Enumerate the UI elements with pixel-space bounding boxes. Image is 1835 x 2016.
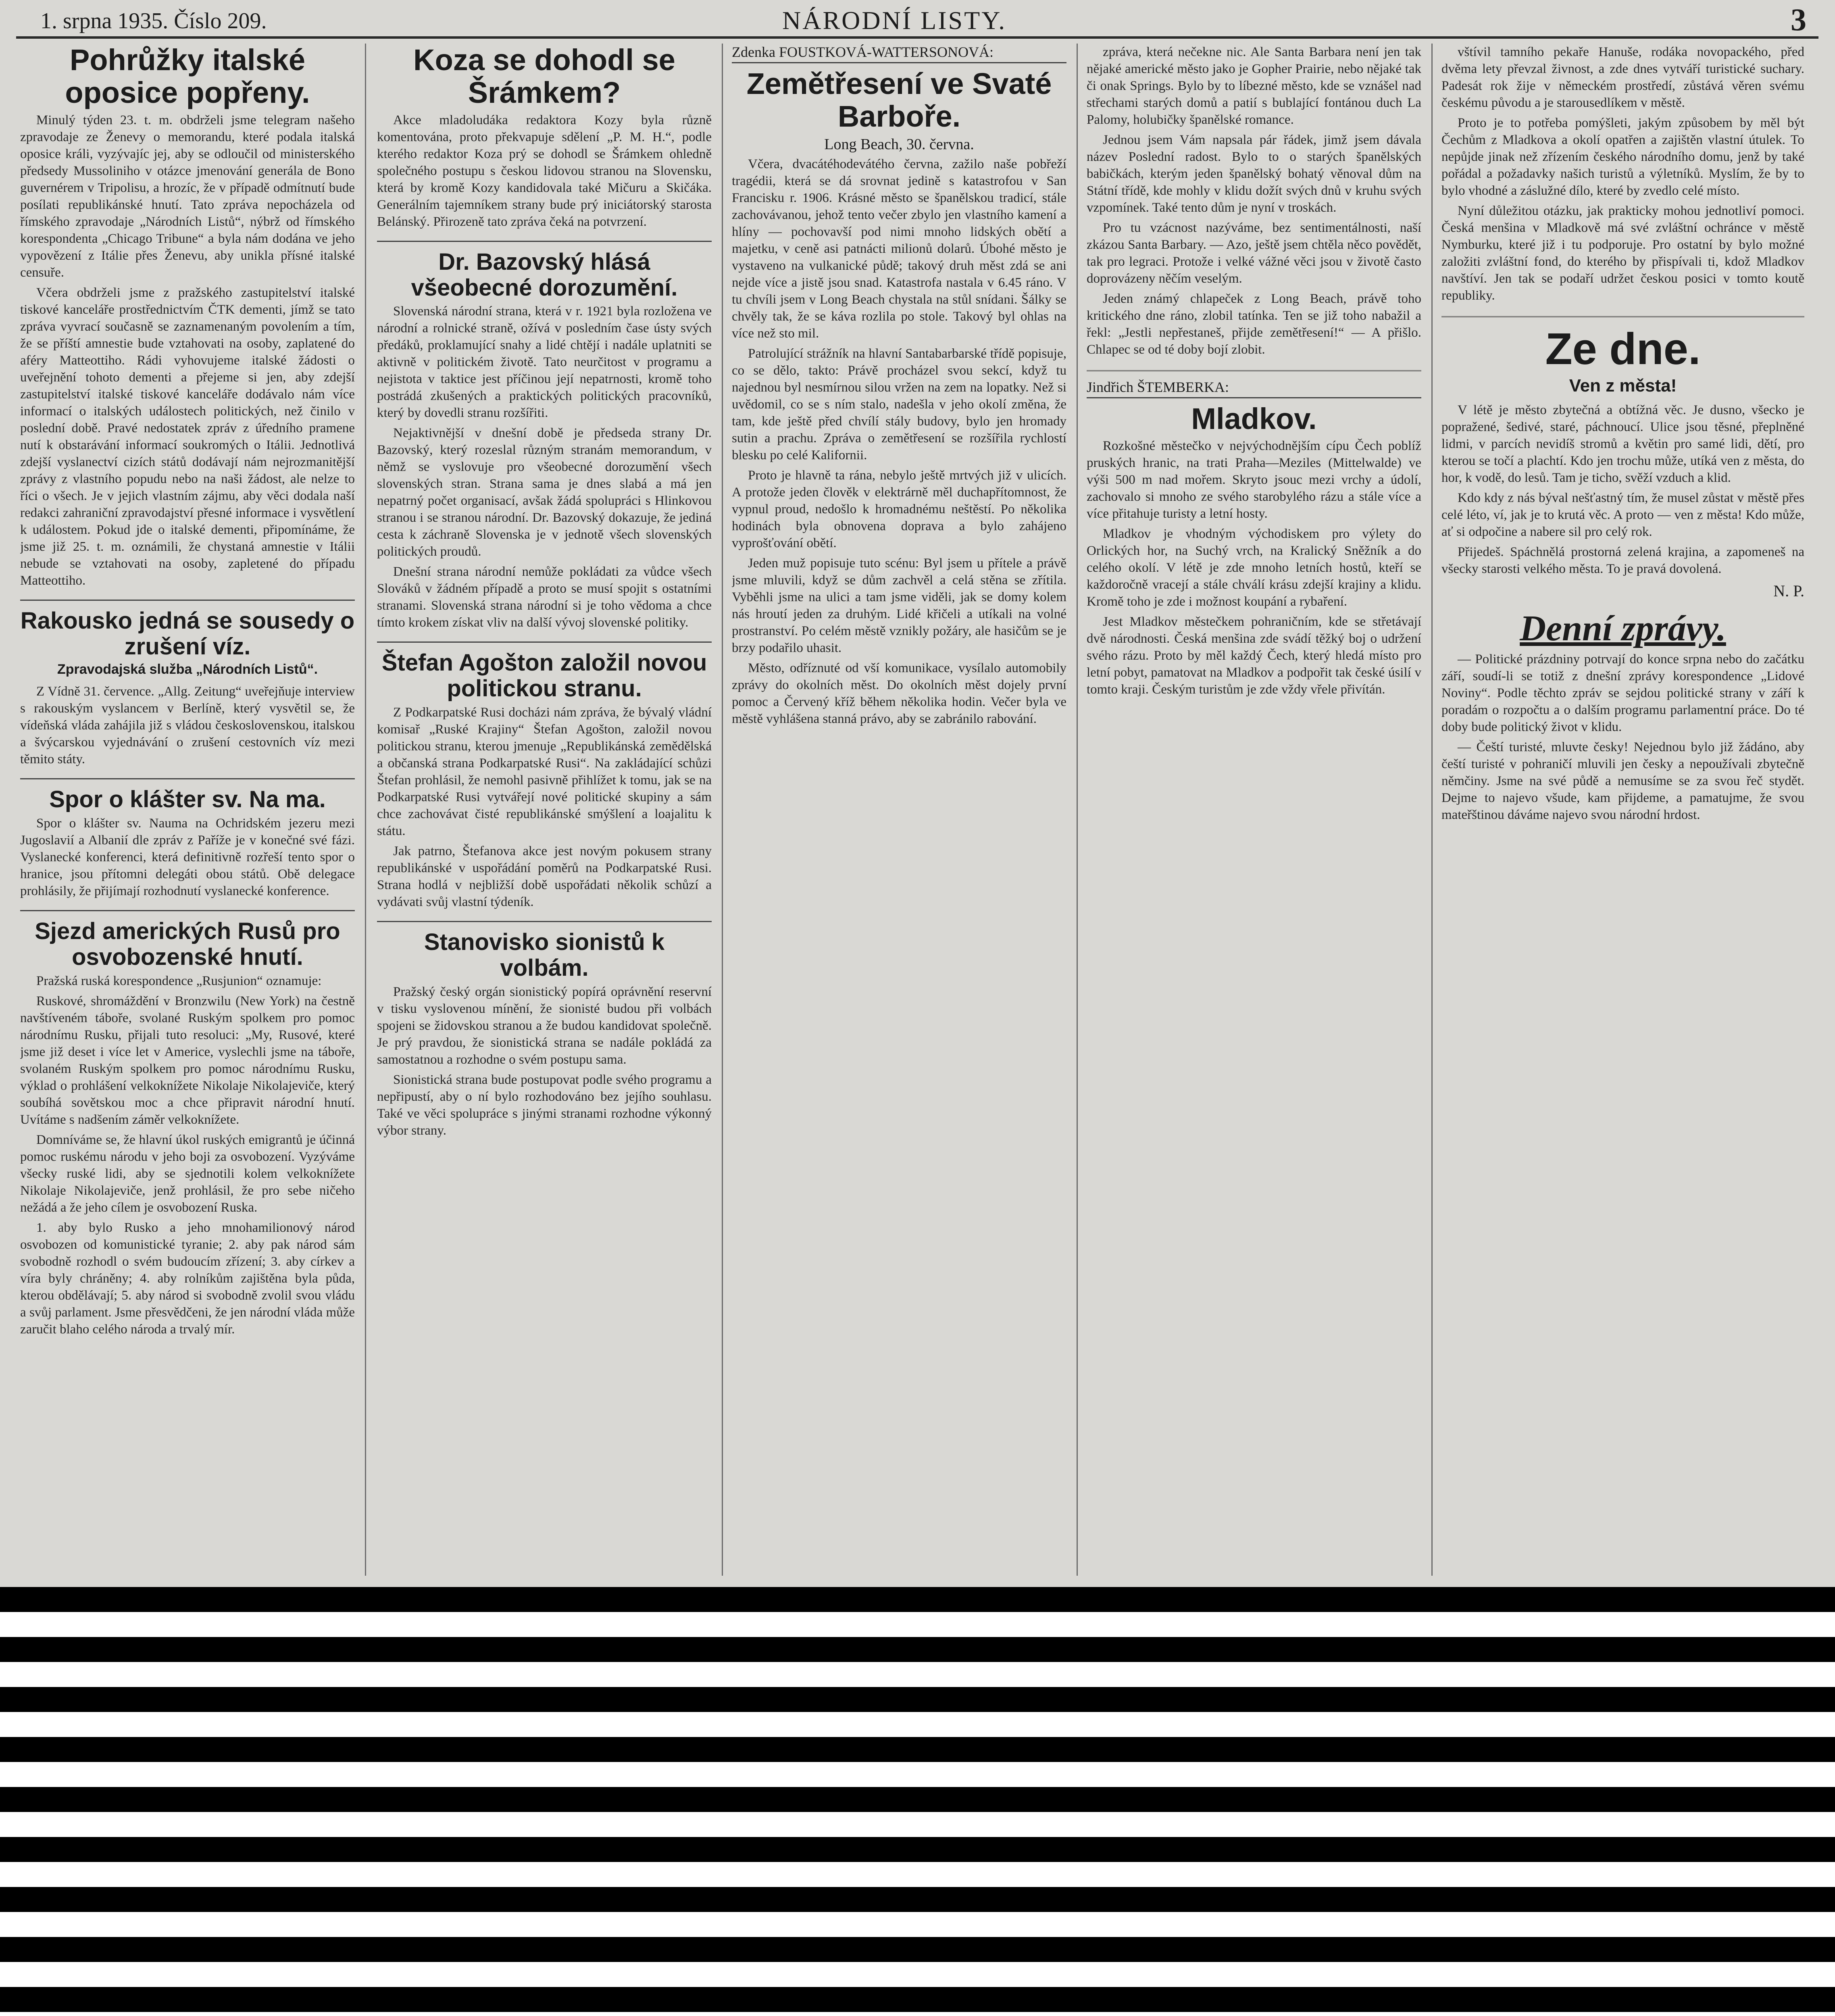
column-5 <box>1441 44 1804 1576</box>
article-paragraph: V létě je město zbytečná a obtížná věc. Je dusno, všecko je popražené, šedivé, staré, páchnoucí. Ulice jsou těsné, přeplněné lidmi, v parcích nevidíš stromů a květin pro samé lidi, dětí, pro kterou se točí a plachtí. Kdo jen trochu může, utíká ven z města, do hor, k vodě, do lesů. Tam je ticho, svěží vzduch a klid. <box>1441 403 1804 485</box>
headline-mladkov: Mladkov. <box>1191 402 1317 435</box>
article-paragraph: Dnešní strana národní nemůže pokládati za vůdce všech Slováků v žádném případě a proto se musí spojit s ostatními stranami. Slovenská strana národní si je toho vědoma a chce tímto krokem získat vliv na další vývoj slovenské politiky. <box>377 564 712 630</box>
author-initials: N. P. <box>1773 582 1804 600</box>
headline-austria-visas: Rakousko jedná se sousedy o zrušení víz. <box>20 607 355 660</box>
column-rule <box>1431 44 1433 1576</box>
article-paragraph: Mladkov je vhodným východiskem pro výlety do Orlických hor, na Suchý vrch, na Kralický Sněžník a do celého okolí. V létě je zde mnoho letních hostů, kteří se každoročně vracejí a stále chválí krásu zdejší krajiny a klidu. Kromě toho je zde i možnost koupání a rybaření. <box>1087 527 1421 609</box>
article-divider <box>1441 316 1804 317</box>
article-paragraph: Proto je to potřeba pomýšleti, jakým způsobem by měl být Čechům z Mladkova a okolí opatřen a zajištěn vlastní útulek. To nepůjde jinak než zřízením českého národního domu, jenž by také pořádal a požadavky našich turistů a výletníků. Myslím, že by to bylo vhodné a záslužné dílo, které by zvedlo celé místo. <box>1441 116 1804 198</box>
article-divider <box>20 778 355 779</box>
dateline: Long Beach, 30. června. <box>824 135 974 153</box>
article-paragraph: Včera obdrželi jsme z pražského zastupitelství italské tiskové kanceláře prostřednictvím ČTK dementi, jímž se tato zpráva vyvrací současně se zaznamenaným povolením a tím, že se příští amnestie bude vztahovati na osoby, zaplatené do aféry Matteottiho. Rádi vyhovujeme italské žádosti o uveřejnění tohoto dementi a přejeme si jen, aby zdejší zastupitelství italské tiskové kanceláře dodávalo nám více informací o italských událostech politických, než činilo v poslední době. Pravé nedostatek zpráv z úředního pramene nutí k obstarávání informací soukromých o Itálii. Jednotlivá zdejší vyslanectví cizích států dodávají nám nejrozmanitější zprávy z vlastního popudu nebo na naši žádost, ale nelze to říci o všech. Je v jejich vlastním zájmu, aby věci dodala naší redakci zahraniční zpravodajství přesné informace i vysvětlení k událostem. Pokud jde o italské dementi, připomínáme, že jsme již 25. t. m. oznámili, že chystaná amnestie v Itálii nebude se vztahovati na osoby, zapletené do případu Matteottiho. <box>20 285 355 588</box>
headline-monastery-dispute: Spor o klášter sv. Na ma. <box>49 786 326 813</box>
column-3 <box>732 44 1066 1576</box>
article-paragraph: Ruskové, shromáždění v Bronzwilu (New York) na čestně navštíveném táboře, svolané Ruským spolkem pro pomoc národnímu Rusku, přijali tuto resoluci: „My, Rusové, které jsme již deset i více let v Americe, vyslechli jsme na táboře, svolaném Ruským spolkem pro pomoc národnímu Rusku, výklad o prohlášení velkoknížete Nikolaje Nikolajeviče, který soubíhá sovětskou moc a chce připravit národní hnutí. Uvítáme s nadšením záměr velkoknížete. <box>20 993 355 1127</box>
masthead <box>16 0 1818 39</box>
article-paragraph: Minulý týden 23. t. m. obdrželi jsme telegram našeho zpravodaje ze Ženevy o memorandu, které podala italská oposice králi, vyzývajíc jej, aby se odloučil od ministerského předsedy Mussoliniho v otázce jmenování generála de Bono guvernérem v Tripolisu, a hrozíc, že v případě odmítnutí bude posílati republikánské hnutí. Tato zpráva nepocházela od římského zpravodaje „Národních Listů“, nýbrž od římského korespondenta „Chicago Tribune“ a byla nám dodána ve jeho vypovězení z Itálie přes Ženevu, aby unikla přísné italské censuře. <box>20 112 355 280</box>
striped-band <box>0 1587 1835 2016</box>
article-paragraph: Z Podkarpatské Rusi docházi nám zpráva, že bývalý vládní komisař „Ruské Krajiny“ Štefan Agošton, založil novou politickou stranu, kterou jmenuje „Republikánská zemědělská a občanská strana Podkarpatské Rusi“. Na zakládající schůzi Štefan prohlásil, že nemohl pasivně přihlížet k tomu, jak se na Podkarpatské Rusi vytvářejí nové politické skupiny a sám chce zachovávat čisté republikánské smýšlení a loajalitu k státu. <box>377 705 712 838</box>
column-rule <box>722 44 723 1576</box>
article-paragraph: Přijedeš. Spáchnělá prostorná zelená krajina, a zapomeneš na všecky starosti velkého města. To je pravá dovolená. <box>1441 545 1804 576</box>
article-paragraph: Patrolující strážník na hlavní Santabarbarské třídě popisuje, co se dělo, takto: Právě procházel svou sekcí, když tu najednou byl nesmírnou silou vržen na zem na lopatky. Než si uvědomil, co se s ním stalo, nadešla v jeho okolí změna, že tam, kde ještě před chvílí stály budovy, bylo jen hromady sutin a prachu. Zpráva o zemětřesení se rozšířila rychlostí blesku po celé Kalifornii. <box>732 346 1066 462</box>
article-paragraph: zpráva, která nečekne nic. Ale Santa Barbara není jen tak nějaké americké město jako je Gopher Prairie, nebo nějaké tak či onak Springs. Bylo by to líbezné město, kde se vznášel nad střechami starých domů a patií s bublající fontánou duch La Palomy, holubičky španělské romance. <box>1087 45 1421 127</box>
article-paragraph: Pro tu vzácnost nazýváme, bez sentimentálnosti, naší zkázou Santa Barbary. — Azo, ještě jsem chtěla něco povědět, tak pro legraci. Protože i velké vážné věci jsou v životě často doprovázeny něčím veselým. <box>1087 221 1421 286</box>
column-rule <box>1077 44 1078 1576</box>
article-paragraph: Jeden známý chlapeček z Long Beach, právě toho kritického dne ráno, zlobil tatínka. Ten se již toho nabažil a řekl: „Jestli nepřestaneš, přijde zemětřesení!“ — A přišlo. Chlapec se od té doby bojí zlobit. <box>1087 292 1421 357</box>
headline-american-russians: Sjezd amerických Rusů pro osvobozenské hnutí. <box>35 918 340 970</box>
article-paragraph: 1. aby bylo Rusko a jeho mnohamilionový národ osvobozen od komunistické tyranie; 2. aby pak národ sám svobodně rozhodl o svém budoucím zřízení; 3. aby církev a víra byly chráněny; 4. aby rolníkům zajištěna byla půda, kterou obdělávají; 5. aby národ si svobodně zvolil svou vládu a svůj parlament. Jsme přesvědčeni, že jen národní vláda může zaručit blaho celého národa a trvalý mír. <box>20 1220 355 1337</box>
headline-bazovsky: Dr. Bazovský hlásá všeobecné dorozumění. <box>411 248 678 301</box>
article-source-line: Pražská ruská korespondence „Rusjunion“ oznamuje: <box>36 973 322 988</box>
subheadline-ven-z-mesta: Ven z města! <box>1569 376 1677 396</box>
article-divider <box>20 600 355 601</box>
article-paragraph: Včera, dvacátéhodevátého června, zažilo naše pobřeží tragédii, která se dá srovnat jedině s katastrofou v San Francisku r. 1906. Krásné město se španělskou tradicí, stále zachovávanou, jehož tento večer zbylo jen vlastního kamení a hlíny — pochovavší pod nimi mnoho lidských obětí a majetku, v ceně asi patnácti milionů dolarů. Úbohé město je vystaveno na vulkanické půdě; takový druh měst zdá se ani nejde více a jistě jsou snad. Katastrofa nastala v 6.45 ráno. V tu chvíli jsem v Long Beach chystala na stůl snídani. Šálky se chvěly tak, že se káva rozlila po stole. Takový byl ohlas na více než sto mil. <box>732 156 1066 341</box>
headline-koza-sramek: Koza se dohodl se Šrámkem? <box>413 44 675 110</box>
feuilleton-byline: Zdenka FOUSTKOVÁ-WATTERSONOVÁ: <box>732 44 1066 63</box>
paper-name: NÁRODNÍ LISTY. <box>782 6 1007 35</box>
article-paragraph: Jednou jsem Vám napsala pár řádek, jimž jsem dávala název Poslední radost. Bylo to o starých španělských babičkách, kterým jeden španělský bohatý věnoval dům na Státní třídě, kde mohly v klidu dožít svých dnů v kruhu svých vzpomínek. Také tento dům je nyní v troskách. <box>1087 133 1421 215</box>
article-paragraph: Domníváme se, že hlavní úkol ruských emigrantů je účinná pomoc ruskému národu v jeho boji za osvobození. Vyzýváme všecky ruské lidi, aby se sjednotili kolem velkoknížete Nikolaje Nikolajeviče, jenž prohlásil, že pro sebe ničeho nežádá a že jeho cílem je osvobození Ruska. <box>20 1132 355 1215</box>
column-4 <box>1087 44 1421 1576</box>
headline-zionists-elections: Stanovisko sionistů k volbám. <box>424 929 665 981</box>
article-paragraph: Slovenská národní strana, která v r. 1921 byla rozložena ve národní a rolnické straně, ožívá v posledním čase ústy svých předáků, proklamující snahy a lidé chtějí i nadále uplatniti se aktivně v politickém životě. Tato neurčitost v programu a nejistota v taktice jest příčinou její nepatrnosti, kromě toho postrádá zkušených a praktických politických pracovníků, který by dovedli stranu rozšířiti. <box>377 304 712 421</box>
article-divider <box>1087 370 1421 371</box>
article-paragraph: Proto je hlavně ta rána, nebylo ještě mrtvých již v ulicích. A protože jeden člověk v elektrárně měl duchapřítomnost, že vypnul proud, nedošlo k hromadnému neštěstí. Po několika hodinách byla obnovena doprava a bylo zahájeno vyprošťování obětí. <box>732 468 1066 550</box>
article-paragraph: Z Vídně 31. července. „Allg. Zeitung“ uveřejňuje interview s rakouským vyslancem v Berlíně, který vysvětil se, že vídeňská vláda zahájila již s vládou československou, italskou a švýcarskou vyjednávání o zrušení cestovních víz mezi těmito státy. <box>20 684 355 767</box>
issue-date: 1. srpna 1935. Číslo 209. <box>40 8 267 33</box>
article-paragraph: Kdo kdy z nás býval nešťastný tím, že musel zůstat v městě přes celé léto, ví, jak je to krutá věc. A proto — ven z města! Kdo může, ať si odpočine a nabere sil pro celý rok. <box>1441 491 1804 539</box>
headline-agoston-party: Štefan Agošton založil novou politickou stranu. <box>381 650 707 702</box>
article-paragraph: Spor o klášter sv. Nauma na Ochridském jezeru mezi Jugoslavií a Albanií dle zpráv z Paříže je v konečné své fázi. Vyslanecké konferenci, která definitivně rozřeší tento spor o hranice, jsou přítomni delegáti obou států. Obě delegace prohlásily, že přijímají rozhodnutí vyslanecké konference. <box>20 816 355 899</box>
article-paragraph: Akce mladoludáka redaktora Kozy byla různě komentována, proto překvapuje sdělení „P. M. H.“, podle kterého redaktor Koza prý se dohodl se Šrámkem ohledně společného postupu s českou lidovou stranou na Slovensku, která by kromě Kozy kandidovala také Mičuru a Skičáka. Generálním tajemníkem strany bude prý iniciátorský starosta Belánský. Přirozeně tato zpráva čeká na potvrzení. <box>377 112 712 229</box>
article-paragraph: Jest Mladkov městečkem pohraničním, kde se střetávají dvě národnosti. Česká menšina zde svádí těžký boj o udržení svého rázu. Proto by měl každý Čech, který hledá místo pro letní pobyt, pamatovat na Mladkov a podpořit tak české úsilí v tomto kraji. Českým turistům je zde vždy vřele přivítán. <box>1087 614 1421 697</box>
article-paragraph: vštívil tamního pekaře Hanuše, rodáka novopackého, před dvěma lety převzal živnost, a zde dnes vytváří turistické suchary. Padesát rok žije v německém prostředí, zůstává věren svému českému původu a je starousedlíkem v městě. <box>1441 45 1804 110</box>
article-paragraph: — Čeští turisté, mluvte česky! Nejednou bylo již žádáno, aby čeští turisté v pohraničí mluvili jen česky a nepoužívali zbytečně němčiny. Jsme na své půdě a nemusíme se za svou řeč stydět. Dejme to najevo všude, kam přijdeme, a pamatujme, že svou mateřštinou dáváme najevo svou národní hrdost. <box>1441 740 1804 822</box>
article-paragraph: Nejaktivnější v dnešní době je předseda strany Dr. Bazovský, který rozeslal různým stranám memorandum, v němž se vyslovuje pro všeobecné dorozumění všech slovenských stran. Strana sama je dnes slabá a má jen nepatrný počet organisací, avšak žádá spolupráci s Hlinkovou stranou i se stranou národní. Dr. Bazovský dokazuje, že jediná cesta k záchraně Slovenska je v jednotě všech slovenských politických proudů. <box>377 426 712 559</box>
article-paragraph: Nyní důležitou otázku, jak prakticky mohou jednotliví pomoci. Česká menšina v Mladkově má své zvláštní ochránce v městě Nymburku, které již i tu podporuje. Pro ostatní by bylo možné založiti zvláštní fond, do kterého by přispívali ti, kdož Mladkov navštíví. Jen tak se podaří udržet českou posici v tomto koutě republiky. <box>1441 204 1804 303</box>
article-paragraph: — Politické prázdniny potrvají do konce srpna nebo do začátku září, soudí-li se totiž z dnešní zprávy korespondence „Lidové Noviny“. Podle těchto zpráv se sejdou politické strany v září k poradám o rozpočtu a o dalším programu parlamentní práce. Do té doby bude politický život v klidu. <box>1441 652 1804 734</box>
article-divider <box>377 241 712 242</box>
column-2 <box>377 44 712 1576</box>
article-divider <box>20 910 355 911</box>
article-paragraph: Pražský český orgán sionistický popírá oprávnění reservní v tisku vyslovenou mínění, že sionisté budou při volbách spojeni se židovskou stranou a že budou kandidovat společně. Je prý pravdou, že sionistická strana se nadále pokládá za samostatnou a rozhodne o svém postupu sama. <box>377 984 712 1067</box>
article-divider <box>377 641 712 643</box>
column-rule <box>365 44 366 1576</box>
column-1 <box>20 44 355 1576</box>
article-paragraph: Sionistická strana bude postupovat podle svého programu a nepřipustí, aby o ní bylo rozhodováno bez jejího souhlasu. Také ve věci spolupráce s jinými stranami rozhodne výkonný výbor strany. <box>377 1072 712 1138</box>
article-paragraph: Jak patrno, Štefanova akce jest novým pokusem strany republikánské v uspořádání poměrů na Podkarpatské Rusi. Strana hodlá v nejbližší době uspořádati několik schůzí a vydávati svůj vlastní týdeník. <box>377 843 712 909</box>
headline-ze-dne: Ze dne. <box>1545 324 1701 374</box>
headline-earthquake: Zemětřesení ve Svaté Barboře. <box>746 67 1052 133</box>
page-number: 3 <box>1791 2 1806 37</box>
feuilleton-byline: Jindřich ŠTEMBERKA: <box>1087 379 1421 398</box>
article-divider <box>377 921 712 922</box>
article-paragraph: Město, odříznuté od vší komunikace, vysílalo automobily zprávy do okolních měst. Do okolních měst dojely první pomoc a Červený kříž během několika hodin. Večer byla ve městě vyhlášena stanná právo, aby se zabránilo rabování. <box>732 660 1066 726</box>
headline-denni-zpravy: Denní zprávy. <box>1520 608 1726 648</box>
article-paragraph: Rozkošné městečko v nejvýchodnějším cípu Čech poblíž pruských hranic, na trati Praha—Meziles (Mittelwalde) ve výši 500 m nad mořem. Skryto jsouc mezi vrchy a údolí, zachovalo si mnoho ze svého starobylého rázu a stále více a více přitahuje turisty a letní hosty. <box>1087 439 1421 521</box>
news-service-label: Zpravodajská služba „Národních Listů“. <box>57 662 318 677</box>
headline-italian-opposition: Pohrůžky italské oposice popřeny. <box>65 44 310 110</box>
article-paragraph: Jeden muž popisuje tuto scénu: Byl jsem u přítele a právě jsme mluvili, když se dům zachvěl a celá stěna se zřítila. Vyběhli jsme na ulici a tam jsme viděli, jak se domy kolem nás hroutí jeden za druhým. Lidé křičeli a utíkali na volné prostranství. Po celém městě vznikly požáry, ale hasičům se je brzy podařilo uhasit. <box>732 556 1066 655</box>
